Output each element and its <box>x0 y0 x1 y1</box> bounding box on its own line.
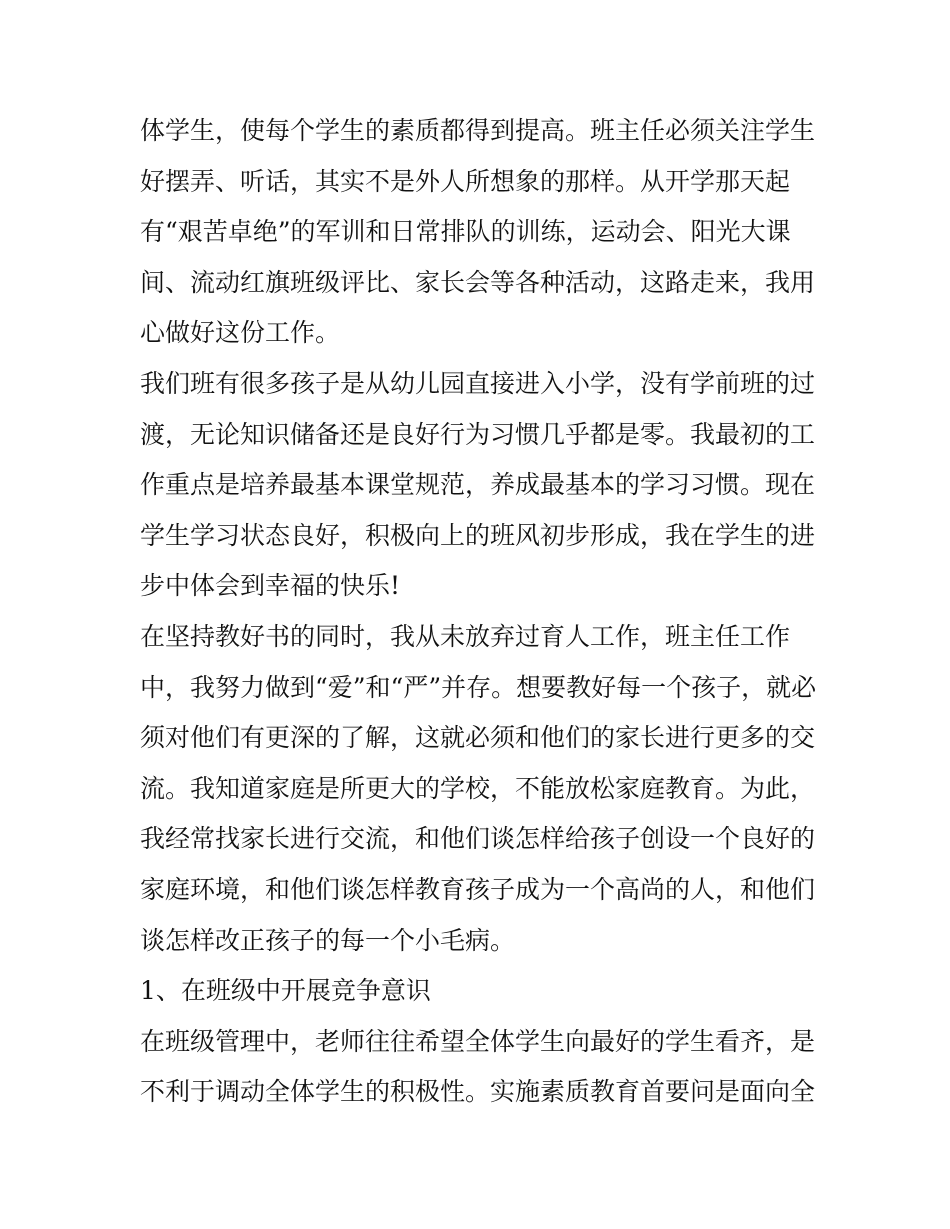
text-line: 渡，无论知识储备还是良好行为习惯几乎都是零。我最初的工 <box>140 419 816 449</box>
text-line: 在坚持教好书的同时，我从未放弃过育人工作，班主任工作 <box>140 621 791 651</box>
body-text <box>140 106 830 1118</box>
text-line: 我经常找家长进行交流，和他们谈怎样给孩子创设一个良好的 <box>140 824 816 854</box>
section-heading: 1、在班级中开展竞争意识 <box>140 976 431 1006</box>
text-line: 我们班有很多孩子是从幼儿园直接进入小学，没有学前班的过 <box>140 368 816 398</box>
text-line: 间、流动红旗班级评比、家长会等各种活动，这路走来，我用 <box>140 267 816 297</box>
text-line: 须对他们有更深的了解，这就必须和他们的家长进行更多的交 <box>140 723 816 753</box>
text-line: 在班级管理中，老师往往希望全体学生向最好的学生看齐，是 <box>140 1026 816 1056</box>
text-line: 体学生，使每个学生的素质都得到提高。班主任必须关注学生 <box>140 116 816 145</box>
text-line: 心做好这份工作。 <box>140 318 341 348</box>
text-line: 好摆弄、听话，其实不是外人所想象的那样。从开学那天起 <box>140 166 791 196</box>
text-line: 步中体会到幸福的快乐! <box>140 571 401 601</box>
text-line: 谈怎样改正孩子的每一个小毛病。 <box>140 925 516 955</box>
text-line: 作重点是培养最基本课堂规范，养成最基本的学习习惯。现在 <box>140 470 816 500</box>
text-line: 流。我知道家庭是所更大的学校，不能放松家庭教育。为此， <box>140 773 816 803</box>
text-line: 家庭环境，和他们谈怎样教育孩子成为一个高尚的人，和他们 <box>140 874 816 904</box>
text-line: 不利于调动全体学生的积极性。实施素质教育首要问是面向全 <box>140 1077 816 1107</box>
text-line: 有“艰苦卓绝”的军训和日常排队的训练，运动会、阳光大课 <box>140 217 791 247</box>
text-line: 中，我努力做到“爱”和“严”并存。想要教好每一个孩子，就必 <box>140 672 817 702</box>
text-line: 学生学习状态良好，积极向上的班风初步形成，我在学生的进 <box>140 520 816 550</box>
